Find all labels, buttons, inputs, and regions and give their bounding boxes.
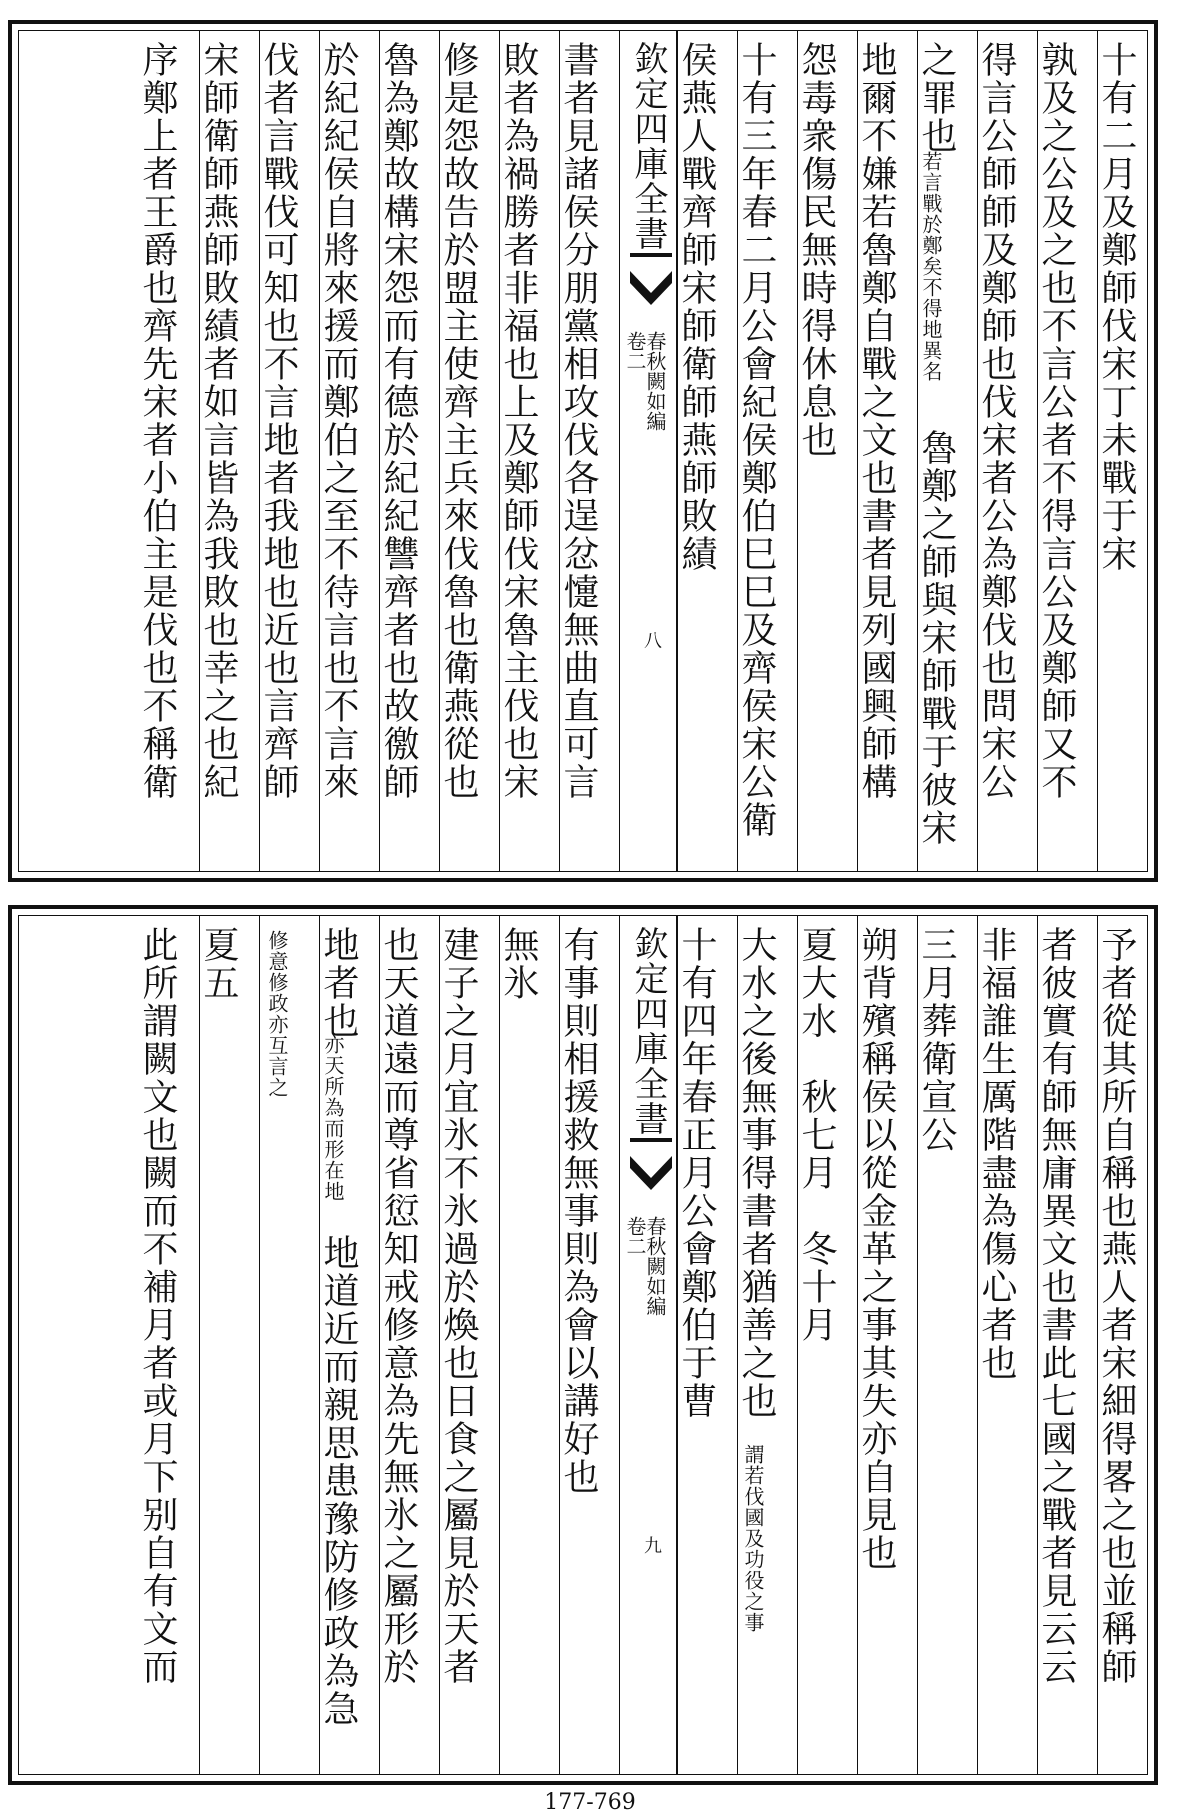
column-text: 地道近而親思患豫防修政為急 xyxy=(318,1234,359,1728)
column-text: 無氷 xyxy=(498,926,539,1002)
top-page xyxy=(8,20,1158,882)
column-text: 此所謂闕文也闕而不補月者或月下别自有文而 xyxy=(137,926,178,1686)
collection-title: 欽定四庫全書 xyxy=(628,926,668,1136)
column-text: 地爾不嫌若魯鄭自戰之文也書者見列國興師構 xyxy=(856,41,897,801)
text-column xyxy=(559,916,619,1774)
column-text: 也天道遠而尊省愆知戒修意為先無氷之屬形於 xyxy=(378,926,419,1686)
text-column xyxy=(139,916,199,1774)
text-column xyxy=(199,31,259,871)
text-column xyxy=(559,31,619,871)
annotation-note: 謂若伐國及功役之事 xyxy=(741,1444,765,1633)
column-text: 得言公師師及鄭師也伐宋者公為鄭伐也問宋公 xyxy=(976,41,1017,801)
text-column xyxy=(1037,31,1097,871)
bottom-page xyxy=(8,905,1158,1785)
column-text: 於紀紀侯自將來援而鄭伯之至不待言也不言來 xyxy=(318,41,359,801)
column-text: 十有三年春二月公會紀侯鄭伯巳巳及齊侯宋公衛 xyxy=(736,41,777,839)
collection-title: 欽定四庫全書 xyxy=(628,41,668,251)
column-text: 宋師衛師燕師敗績者如言皆為我敗也幸之也紀 xyxy=(198,41,239,801)
text-column xyxy=(259,31,319,871)
text-column xyxy=(977,916,1037,1774)
column-text: 書者見諸侯分朋黨相攻伐各逞忿懥無曲直可言 xyxy=(558,41,599,801)
column-text: 之罪也 xyxy=(916,41,957,155)
column-text: 者彼實有師無庸異文也書此七國之戰者見云云 xyxy=(1036,926,1077,1686)
text-column xyxy=(977,31,1037,871)
text-column xyxy=(677,31,737,871)
volume-label: 卷二 xyxy=(623,1216,647,1256)
column-text: 有事則相援救無事則為會以講好也 xyxy=(558,926,599,1496)
text-column xyxy=(379,31,439,871)
text-column xyxy=(797,916,857,1774)
column-text: 怨毒衆傷民無時得休息也 xyxy=(796,41,837,459)
column-text: 序鄭上者王爵也齊先宋者小伯主是伐也不稱衛 xyxy=(137,41,178,801)
text-column xyxy=(499,916,559,1774)
column-text: 非福誰生厲階盡為傷心者也 xyxy=(976,926,1017,1382)
annotation-note: 修意修政亦互言之 xyxy=(265,930,289,1098)
column-text: 夏大水 秋七月 冬十月 xyxy=(796,926,837,1344)
text-column xyxy=(139,31,199,871)
text-column xyxy=(917,31,977,871)
text-column xyxy=(199,916,259,1774)
text-column xyxy=(677,916,737,1774)
column-text: 三月葬衛宣公 xyxy=(916,926,957,1154)
volume-label: 卷二 xyxy=(623,331,647,371)
text-column xyxy=(319,916,379,1774)
center-strip xyxy=(619,916,677,1774)
text-column xyxy=(1037,916,1097,1774)
bottom-page-frame xyxy=(18,915,1148,1775)
page-footer-number: 177-769 xyxy=(544,1790,636,1815)
column-text: 魯為鄭故構宋怨而有德於紀紀讐齊者也故徼師 xyxy=(378,41,419,801)
text-column xyxy=(439,916,499,1774)
text-column xyxy=(737,31,797,871)
text-column xyxy=(319,31,379,871)
column-text: 孰及之公及之也不言公者不得言公及鄭師又不 xyxy=(1036,41,1077,801)
column-text: 敗者為禍勝者非福也上及鄭師伐宋魯主伐也宋 xyxy=(498,41,539,801)
column-text: 十有二月及鄭師伐宋丁未戰于宋 xyxy=(1096,41,1137,573)
text-column xyxy=(379,916,439,1774)
text-column xyxy=(1097,31,1154,871)
center-strip xyxy=(619,31,677,871)
annotation-note: 若言戰於鄭矣不得地異名 xyxy=(919,151,943,382)
column-text: 予者從其所自稱也燕人者宋細得畧之也並稱師 xyxy=(1096,926,1137,1686)
text-column xyxy=(857,916,917,1774)
text-column xyxy=(737,916,797,1774)
text-column xyxy=(1097,916,1154,1774)
book-title: 春秋闕如編 xyxy=(643,1216,667,1316)
text-column xyxy=(499,31,559,871)
text-column xyxy=(439,31,499,871)
folio-number: 八 xyxy=(641,631,662,649)
column-text: 修是怨故告於盟主使齊主兵來伐魯也衛燕從也 xyxy=(438,41,479,801)
column-text: 夏五 xyxy=(198,926,239,1002)
top-page-frame xyxy=(18,30,1148,872)
column-text: 地者也 xyxy=(318,926,359,1040)
column-text: 朔背殯稱侯以從金革之事其失亦自見也 xyxy=(856,926,897,1572)
text-column xyxy=(259,916,319,1774)
column-text: 大水之後無事得書者猶善之也 xyxy=(736,926,777,1420)
column-text: 建子之月宜氷不氷過於煥也日食之屬見於天者 xyxy=(438,926,479,1686)
column-text: 伐者言戰伐可知也不言地者我地也近也言齊師 xyxy=(258,41,299,801)
folio-number: 九 xyxy=(641,1536,662,1554)
fish-tail-mark-icon xyxy=(626,1138,676,1208)
text-column xyxy=(797,31,857,871)
fish-tail-mark-icon xyxy=(626,253,676,323)
column-text: 十有四年春正月公會鄭伯于曹 xyxy=(676,926,717,1420)
column-text: 魯鄭之師與宋師戰于彼宋 xyxy=(916,429,957,847)
book-title: 春秋闕如編 xyxy=(643,331,667,431)
text-column xyxy=(857,31,917,871)
text-column xyxy=(917,916,977,1774)
column-text: 侯燕人戰齊師宋師衛師燕師敗績 xyxy=(676,41,717,573)
annotation-note: 亦天所為而形在地 xyxy=(321,1034,345,1202)
